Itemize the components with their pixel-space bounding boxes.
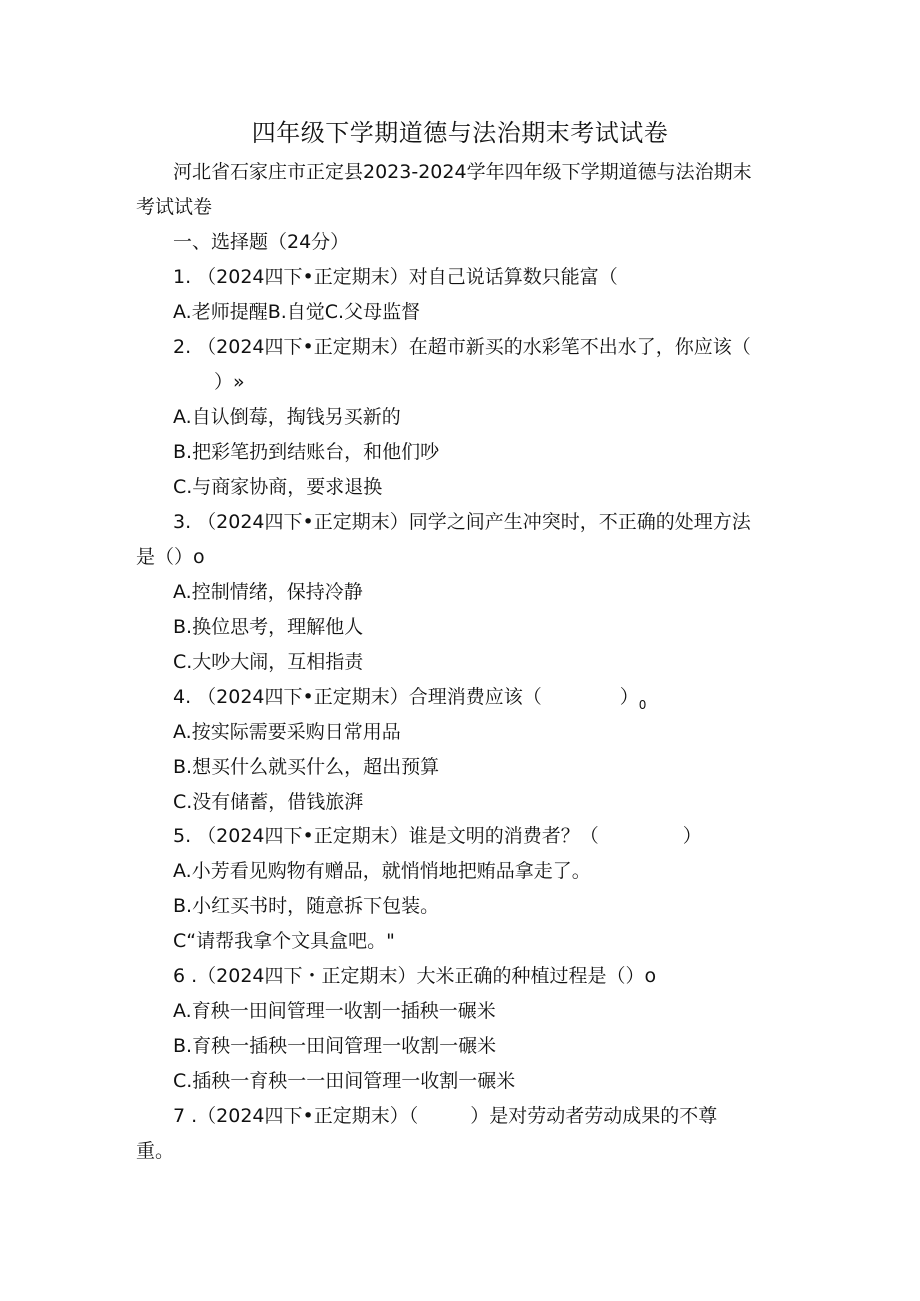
question-6-option-b: B.育秧一插秧一田间管理一收割一碾米 <box>173 1035 497 1057</box>
section-heading: 一、选择题（24分） <box>173 231 350 253</box>
question-5-stem-text: 5. （2024四下•正定期末）谁是文明的消费者？（ <box>173 825 599 847</box>
document-title: 四年级下学期道德与法治期末考试试卷 <box>251 119 669 147</box>
question-4-option-c: C.没有储蓄，借钱旅湃 <box>173 791 364 813</box>
question-7-stem <box>173 1102 717 1130</box>
question-3-option-a: A.控制情绪，保持冷静 <box>173 581 363 603</box>
question-7-stem-close: ）是对劳动者劳动成果的不尊 <box>470 1105 718 1127</box>
question-5-stem <box>173 822 702 850</box>
question-2-option-c: C.与商家协商，要求退换 <box>173 476 383 498</box>
question-6-option-a: A.育秧一田间管理一收割一插秧一碾米 <box>173 1000 496 1022</box>
question-3-option-c: C.大吵大闹，互相指责 <box>173 651 364 673</box>
question-4-stem-text: 4. （2024四下•正定期末）合理消费应该（ <box>173 686 542 708</box>
question-5-option-a: A.小芳看见购物有赠品，就悄悄地把贿品拿走了。 <box>173 860 591 882</box>
question-5-stem-close: ） <box>682 825 702 847</box>
document-subtitle-line-2: 考试试卷 <box>136 196 213 218</box>
question-1-options: A.老师提醒B.自觉C.父母监督 <box>173 301 421 323</box>
question-3-stem: 3. （2024四下•正定期末）同学之间产生冲突时，不正确的处理方法 <box>173 511 751 533</box>
question-6-option-c: C.插秧一育秧一一田间管理一收割一碾米 <box>173 1070 516 1092</box>
question-4-option-b: B.想买什么就买什么，超出预算 <box>173 756 440 778</box>
question-2-stem: 2. （2024四下•正定期末）在超市新买的水彩笔不出水了，你应该（ <box>173 336 751 358</box>
question-3-stem-continued: 是（）o <box>136 546 205 568</box>
question-4-stem-close: ） <box>619 686 639 708</box>
document-subtitle-line-1: 河北省石家庄市正定县2023-2024学年四年级下学期道德与法治期末 <box>173 161 752 183</box>
question-5-option-b: B.小红买书时，随意拆下包装。 <box>173 895 440 917</box>
question-4-mark: 0 <box>638 698 647 712</box>
question-2-option-a: A.自认倒莓，掏钱另买新的 <box>173 406 401 428</box>
question-6-stem: 6 .（2024四下・正定期末）大米正确的种植过程是（）o <box>173 965 657 987</box>
question-2-option-b: B.把彩笔扔到结账台，和他们吵 <box>173 441 440 463</box>
question-3-option-b: B.换位思考，理解他人 <box>173 616 364 638</box>
question-4-stem <box>173 683 646 713</box>
question-7-stem-text: 7 .（2024四下•正定期末）（ <box>173 1105 419 1127</box>
question-7-stem-continued: 重。 <box>136 1140 175 1162</box>
question-2-stem-continued: ）» <box>214 371 245 393</box>
question-4-option-a: A.按实际需要采购日常用品 <box>173 721 401 743</box>
question-5-option-c: C“请帮我拿个文具盒吧。" <box>173 930 395 952</box>
question-1-stem: 1. （2024四下•正定期末）对自己说话算数只能富（ <box>173 266 618 288</box>
